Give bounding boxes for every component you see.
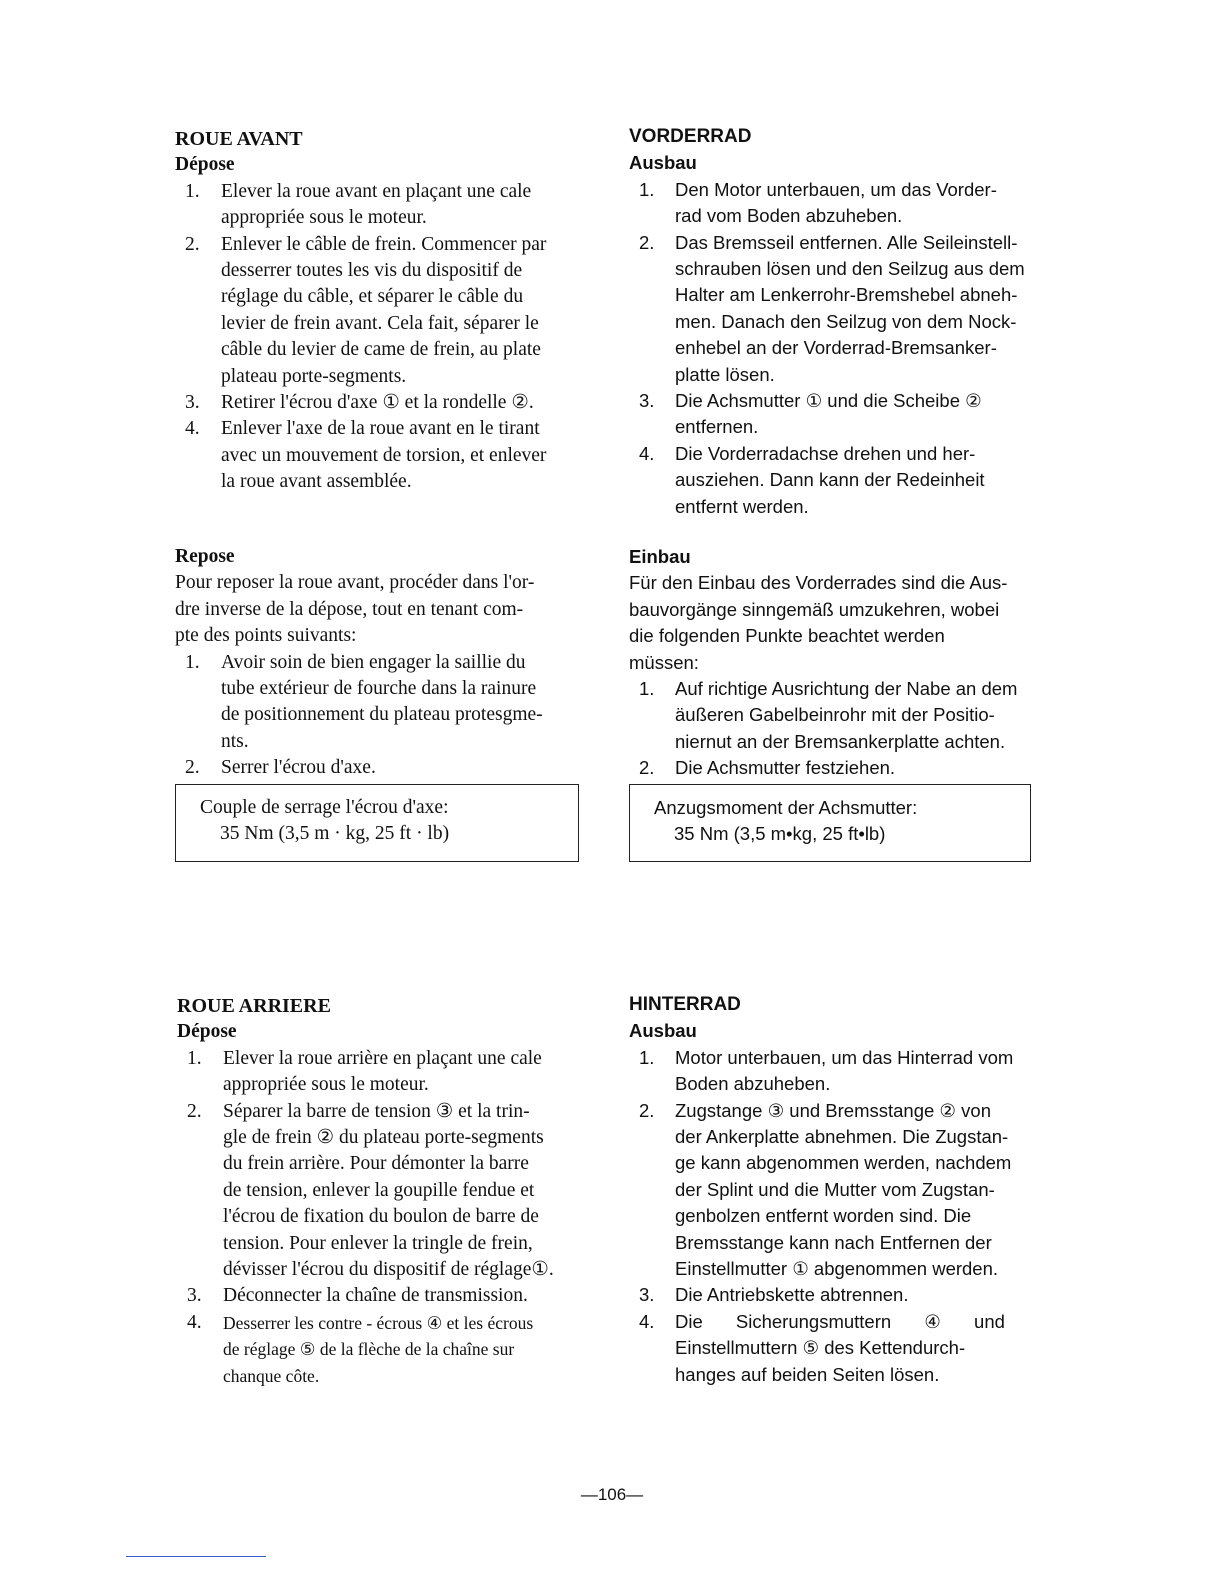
section-title: VORDERRAD [629,126,752,147]
numbered-list [629,177,1039,520]
section-title: ROUE AVANT [175,128,303,150]
text-line: Enlever le câble de frein. Commencer par [221,233,547,255]
text-line: Retirer l'écrou d'axe ① et la rondelle ②. [221,392,534,414]
item-number: 2. [185,233,200,255]
text-line: Avoir soin de bien engager la saillie du [221,651,526,673]
item-number: 1. [185,651,200,673]
item-number: 3. [639,390,655,412]
text-line: Zugstange ③ und Bremsstange ② von [675,1099,991,1121]
item-number: 1. [187,1047,202,1069]
text-line: Auf richtige Ausrichtung der Nabe an dem [675,678,1018,700]
de-rear-wheel-section [629,992,1039,1388]
torque-label: Couple de serrage l'écrou d'axe: [200,796,449,818]
text-line: nts. [221,730,249,752]
list-item [177,1099,587,1284]
list-item [629,1309,1039,1388]
list-item [175,416,585,495]
text-line: dévisser l'écrou du dispositif de réglage①. [223,1259,554,1281]
text-line: Einstellmutter ① abgenommen werden. [675,1258,999,1280]
text-line: Serrer l'écrou d'axe. [221,757,376,779]
item-number: 2. [639,757,655,779]
list-item [629,1045,1039,1098]
list-item [177,1046,587,1099]
text-line: tension. Pour enlever la tringle de frein, [223,1232,533,1254]
text-line: tube extérieur de fourche dans la rainure [221,678,537,700]
text-line: pte des points suivants: [175,625,357,647]
list-item [629,755,1039,781]
text-line: ge kann abgenommen werden, nachdem [675,1152,1012,1174]
text-line: chanque côte. [223,1365,320,1386]
subheading: Dépose [175,154,235,176]
item-number: 2. [639,231,655,253]
text-line: Die Antriebskette abtrennen. [675,1284,909,1306]
text-line: dre inverse de la dépose, tout en tenant com- [175,598,524,620]
text-line: appropriée sous le moteur. [223,1074,429,1096]
text-line: Elever la roue arrière en plaçant une cale [223,1047,542,1069]
footer-rule [126,1556,266,1557]
text-line: Pour reposer la roue avant, procéder dans l'or- [175,572,535,594]
subheading: Ausbau [629,152,697,174]
text-line: réglage du câble, et séparer le câble du [221,286,524,308]
text-line: Desserrer les contre - écrous ④ et les écrous [223,1312,534,1333]
fr-rear-wheel-section [177,993,587,1389]
text-line: Séparer la barre de tension ③ et la trin- [223,1100,530,1122]
text-line: die folgenden Punkte beachtet werden [629,625,945,647]
subheading: Repose [175,546,235,567]
subheading: Einbau [629,546,691,567]
section-title: HINTERRAD [629,994,741,1015]
text-line: Die Achsmutter festziehen. [675,757,896,779]
text-line: äußeren Gabelbeinrohr mit der Positio- [675,704,995,726]
text-line: men. Danach den Seilzug von dem Nock- [675,310,1017,332]
text-line: Die Sicherungsmuttern ④ und [675,1310,1005,1332]
item-number: 3. [187,1285,202,1307]
list-item [629,230,1039,388]
list-item [629,1282,1039,1308]
list-item [175,179,585,232]
item-number: 4. [187,1311,202,1333]
list-item [629,388,1039,441]
text-line: Die Vorderradachse drehen und her- [675,442,976,464]
torque-spec-box [175,784,579,863]
text-line: de positionnement du plateau protesgme- [221,704,543,726]
item-number: 3. [185,392,200,414]
de-front-einbau-section [629,544,1039,862]
text-line: Elever la roue avant en plaçant une cale [221,180,532,202]
text-line: Das Bremsseil entfernen. Alle Seileinstell- [675,231,1018,253]
fr-front-repose-section [175,544,585,862]
text-line: ausziehen. Dann kann der Redeinheit [675,469,985,491]
text-line: l'écrou de fixation du boulon de barre de [223,1206,539,1228]
subheading: Ausbau [629,1020,697,1042]
text-line: Motor unterbauen, um das Hinterrad vom [675,1046,1014,1068]
list-item [629,1098,1039,1283]
text-line: plateau porte-segments. [221,365,407,387]
torque-value: 35 Nm (3,5 m•kg, 25 ft•lb) [674,823,886,845]
item-number: 3. [639,1284,655,1306]
text-line: Einstellmuttern ⑤ des Kettendurch- [675,1337,966,1359]
text-line: Die Achsmutter ① und die Scheibe ② [675,390,982,412]
text-line: desserrer toutes les vis du dispositif de [221,260,523,282]
fr-front-wheel-section [175,126,585,496]
text-line: de réglage ⑤ de la flèche de la chaîne sur [223,1339,515,1360]
text-line: enhebel an der Vorderrad-Bremsanker- [675,337,997,359]
list-item [175,755,585,781]
text-line: levier de frein avant. Cela fait, séparer le [221,312,539,334]
subheading: Dépose [177,1021,237,1043]
text-line: avec un mouvement de torsion, et enlever [221,444,547,466]
section-title: ROUE ARRIERE [177,995,331,1017]
text-line: entfernt werden. [675,495,809,517]
text-line: schrauben lösen und den Seilzug aus dem [675,258,1025,280]
list-item [175,232,585,390]
item-number: 4. [185,418,200,440]
text-line: rad vom Boden abzuheben. [675,205,903,227]
numbered-list [177,1046,587,1389]
text-line: bauvorgänge sinngemäß umzukehren, wobei [629,598,1000,620]
text-line: câble du levier de came de frein, au plate [221,339,541,361]
list-item [629,441,1039,520]
torque-value: 35 Nm (3,5 m · kg, 25 ft · lb) [220,823,450,845]
item-number: 4. [639,1310,655,1332]
list-item [177,1310,587,1389]
page-number: —106— [580,1485,644,1504]
numbered-list [629,1045,1039,1388]
text-line: Halter am Lenkerrohr-Bremshebel abneh- [675,284,1018,306]
torque-spec-box [629,784,1031,863]
item-number: 1. [639,1046,655,1068]
item-number: 2. [185,757,200,779]
text-line: Bremsstange kann nach Entfernen der [675,1231,992,1253]
text-line: appropriée sous le moteur. [221,207,427,229]
text-line: du frein arrière. Pour démonter la barre [223,1153,529,1175]
text-line: platte lösen. [675,363,775,385]
item-number: 1. [639,178,655,200]
text-line: der Ankerplatte abnehmen. Die Zugstan- [675,1126,1009,1148]
text-line: gle de frein ② du plateau porte-segments [223,1127,544,1149]
text-line: Déconnecter la chaîne de transmission. [223,1285,528,1307]
text-line: entfernen. [675,416,759,438]
text-line: de tension, enlever la goupille fendue et [223,1179,535,1201]
list-item [175,650,585,756]
de-front-wheel-section [629,124,1039,520]
item-number: 1. [185,180,200,202]
item-number: 4. [639,442,655,464]
text-line: müssen: [629,651,699,673]
list-item [629,177,1039,230]
list-item [175,390,585,416]
torque-label: Anzugsmoment der Achsmutter: [654,796,918,818]
item-number: 2. [187,1100,202,1122]
item-number: 1. [639,678,655,700]
list-item [629,676,1039,755]
numbered-list [175,179,585,496]
text-line: hanges auf beiden Seiten lösen. [675,1363,940,1385]
text-line: Für den Einbau des Vorderrades sind die Aus- [629,572,1008,594]
list-item [177,1283,587,1309]
text-line: Enlever l'axe de la roue avant en le tirant [221,418,540,440]
text-line: niernut an der Bremsankerplatte achten. [675,730,1006,752]
text-line: la roue avant assemblée. [221,471,412,493]
item-number: 2. [639,1099,655,1121]
text-line: Boden abzuheben. [675,1073,831,1095]
text-line: Den Motor unterbauen, um das Vorder- [675,178,997,200]
text-line: genbolzen entfernt worden sind. Die [675,1205,972,1227]
text-line: der Splint und die Mutter vom Zugstan- [675,1178,995,1200]
